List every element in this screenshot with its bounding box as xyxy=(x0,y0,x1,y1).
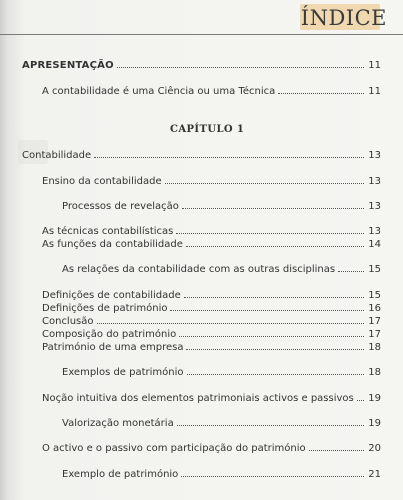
toc-entry: O activo e o passivo com participação do património 20 xyxy=(42,443,381,454)
leader-dots xyxy=(165,176,364,184)
leader-dots xyxy=(338,264,364,272)
header-divider xyxy=(0,34,403,35)
leader-dots xyxy=(117,60,364,68)
toc-entry: Composição do património 17 xyxy=(42,329,381,340)
toc-entry: Valorização monetária 19 xyxy=(62,418,381,429)
toc-entry: Definições de contabilidade 15 xyxy=(42,290,381,301)
page-title: ÍNDICE xyxy=(300,6,387,30)
toc-entry: Conclusão 17 xyxy=(42,316,381,327)
leader-dots xyxy=(357,393,364,401)
toc-entry: As técnicas contabilísticas 13 xyxy=(42,226,381,237)
toc-entry: A contabilidade é uma Ciência ou uma Técnica 11 xyxy=(42,86,381,97)
leader-dots xyxy=(177,418,364,426)
leader-dots xyxy=(186,342,364,350)
toc-entry-apresentacao: APRESENTAÇÃO 11 xyxy=(22,60,381,71)
toc-entry: As relações da contabilidade com as outras disciplinas 15 xyxy=(62,264,381,275)
toc-entry: Património de uma empresa 18 xyxy=(42,342,381,353)
leader-dots xyxy=(182,201,364,209)
leader-dots xyxy=(170,303,364,311)
toc-entry: Exemplos de património 18 xyxy=(62,367,381,378)
toc-entry: As funções da contabilidade 14 xyxy=(42,239,381,250)
toc-entry: Definições de património 16 xyxy=(42,303,381,314)
leader-dots xyxy=(97,316,364,324)
leader-dots xyxy=(181,469,364,477)
leader-dots xyxy=(309,443,364,451)
toc-entry: Noção intuitiva dos elementos patrimoniais activos e passivos 19 xyxy=(42,393,381,404)
leader-dots xyxy=(187,367,364,375)
chapter-heading: CAPÍTULO 1 xyxy=(170,124,245,135)
leader-dots xyxy=(278,86,364,94)
leader-dots xyxy=(176,226,364,234)
leader-dots xyxy=(186,239,364,247)
toc-entry: Ensino da contabilidade 13 xyxy=(42,176,381,187)
toc-entry: Contabilidade 13 xyxy=(22,150,381,161)
leader-dots xyxy=(179,329,364,337)
toc-entry: Exemplo de património 21 xyxy=(62,469,381,480)
leader-dots xyxy=(184,290,364,298)
toc-entry: Processos de revelação 13 xyxy=(62,201,381,212)
leader-dots xyxy=(94,150,364,158)
